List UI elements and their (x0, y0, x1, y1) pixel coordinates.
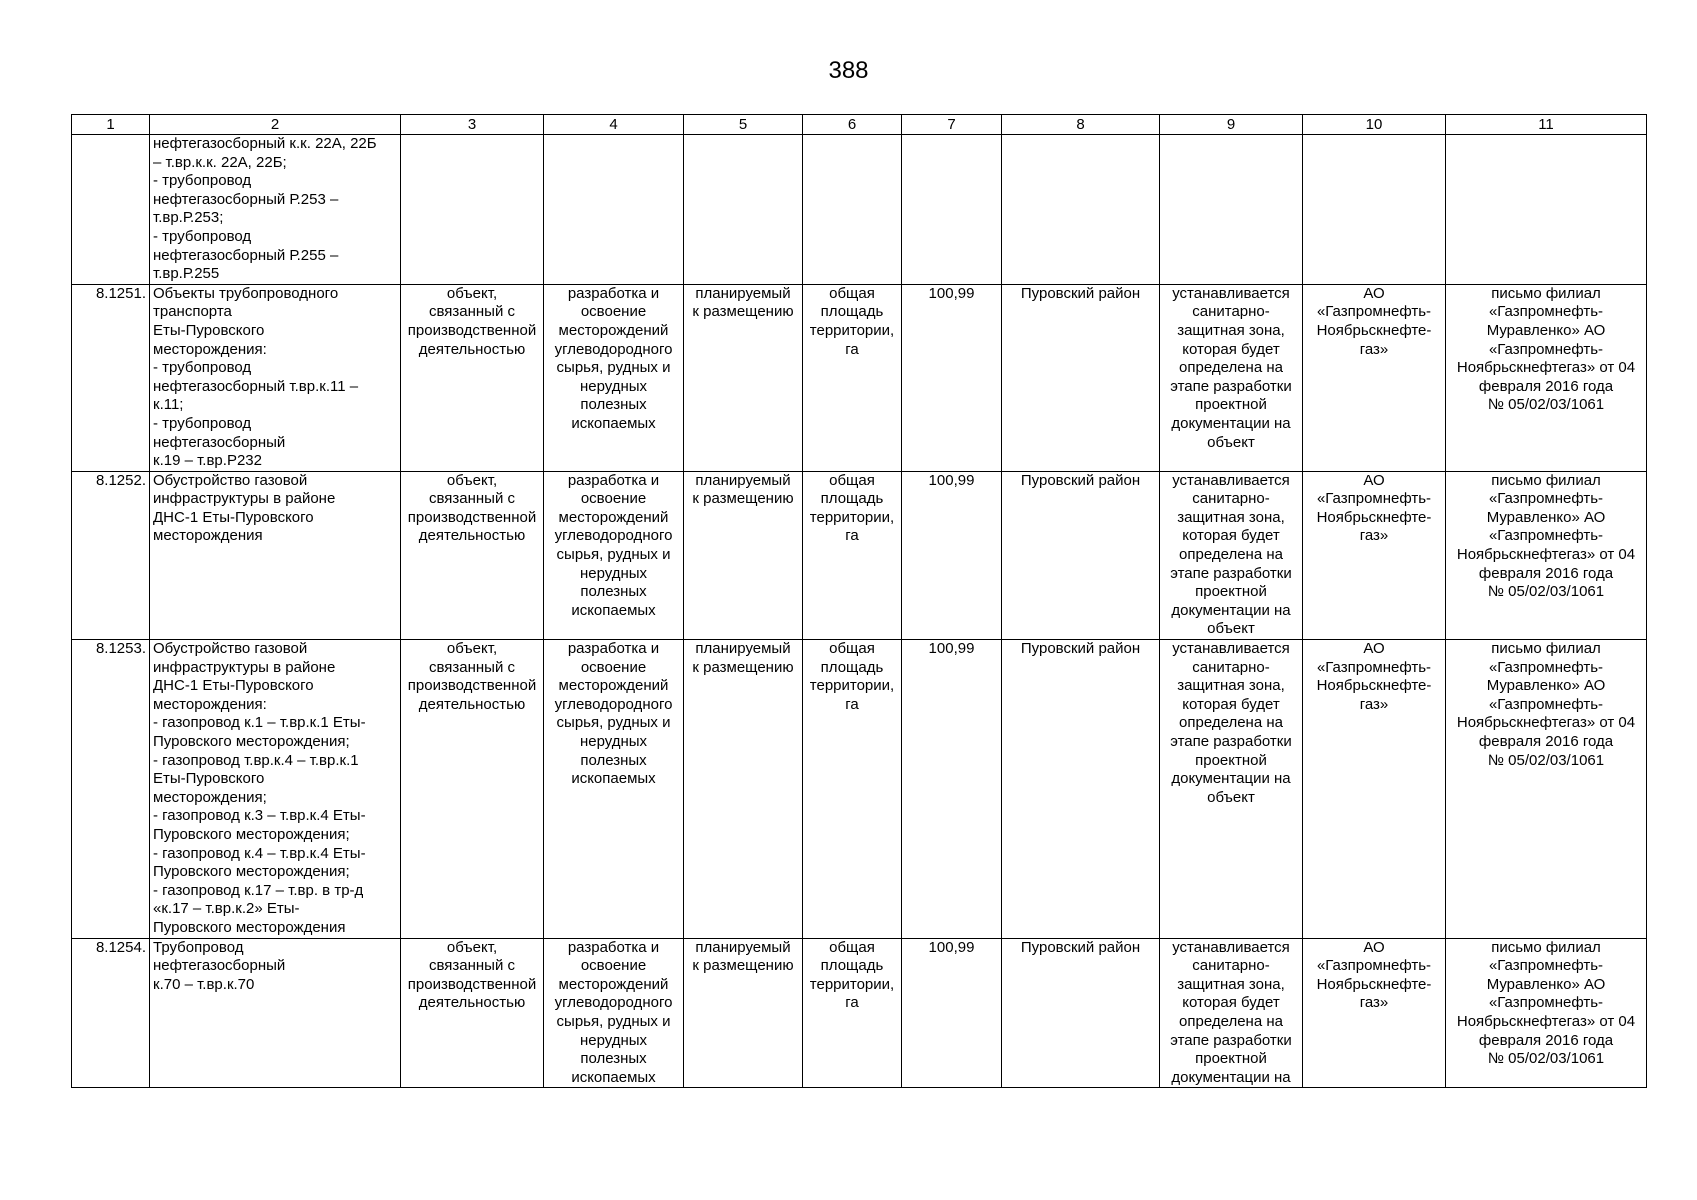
column-header: 2 (150, 115, 401, 135)
cell-basis: письмо филиал «Газпромнефть- Муравленко» АО «Газпромнефть- Ноябрьскнефтегаз» от 04 февраля 2016 года № 05/02/03/1061 (1446, 640, 1647, 939)
table-header (72, 115, 1647, 135)
cell-number: 8.1254. (72, 938, 150, 1088)
cell-object-name: Обустройство газовой инфраструктуры в районе ДНС-1 Еты-Пуровского месторождения: - газопровод к.1 – т.вр.к.1 Еты- Пуровского месторождения; - газопровод т.вр.к.4 – т.вр.к.1 Еты-Пуровского месторождения; - газопровод к.3 – т.вр.к.4 Еты- Пуровского месторождения; - газопровод к.4 – т.вр.к.4 Еты- Пуровского месторождения; - газопровод к.17 – т.вр. в тр-д «к.17 – т.вр.к.2» Еты- Пуровского месторождения (150, 640, 401, 939)
table-row (72, 284, 1647, 471)
column-header: 7 (902, 115, 1002, 135)
cell-zone: устанавливается санитарно- защитная зона, которая будет определена на этапе разработки проектной документации на объект (1160, 640, 1303, 939)
registry-table (71, 114, 1647, 1088)
column-header: 11 (1446, 115, 1647, 135)
cell-status: планируемый к размещению (684, 640, 803, 939)
cell-zone: устанавливается санитарно- защитная зона, которая будет определена на этапе разработки проектной документации на объект (1160, 471, 1303, 639)
cell-characteristic: общая площадь территории, га (803, 471, 902, 639)
cell-basis: письмо филиал «Газпромнефть- Муравленко» АО «Газпромнефть- Ноябрьскнефтегаз» от 04 февраля 2016 года № 05/02/03/1061 (1446, 284, 1647, 471)
cell-characteristic (803, 135, 902, 285)
column-header: 10 (1303, 115, 1446, 135)
cell-purpose: разработка и освоение месторождений углеводородного сырья, рудных и нерудных полезных ископаемых (544, 284, 684, 471)
cell-status: планируемый к размещению (684, 938, 803, 1088)
cell-location: Пуровский район (1002, 640, 1160, 939)
cell-number (72, 135, 150, 285)
cell-basis (1446, 135, 1647, 285)
cell-status (684, 135, 803, 285)
cell-purpose: разработка и освоение месторождений углеводородного сырья, рудных и нерудных полезных ископаемых (544, 938, 684, 1088)
column-header: 9 (1160, 115, 1303, 135)
cell-value (902, 135, 1002, 285)
column-header: 5 (684, 115, 803, 135)
column-header: 1 (72, 115, 150, 135)
cell-zone: устанавливается санитарно- защитная зона, которая будет определена на этапе разработки проектной документации на объект (1160, 284, 1303, 471)
cell-zone (1160, 135, 1303, 285)
cell-zone: устанавливается санитарно- защитная зона, которая будет определена на этапе разработки проектной документации на (1160, 938, 1303, 1088)
cell-object-name: Трубопровод нефтегазосборный к.70 – т.вр.к.70 (150, 938, 401, 1088)
cell-object-name: Обустройство газовой инфраструктуры в районе ДНС-1 Еты-Пуровского месторождения (150, 471, 401, 639)
cell-object-type: объект, связанный с производственной деятельностью (401, 284, 544, 471)
cell-number: 8.1252. (72, 471, 150, 639)
cell-status: планируемый к размещению (684, 284, 803, 471)
cell-organization: АО «Газпромнефть- Ноябрьскнефте- газ» (1303, 640, 1446, 939)
cell-object-type (401, 135, 544, 285)
cell-characteristic: общая площадь территории, га (803, 938, 902, 1088)
cell-basis: письмо филиал «Газпромнефть- Муравленко» АО «Газпромнефть- Ноябрьскнефтегаз» от 04 февраля 2016 года № 05/02/03/1061 (1446, 471, 1647, 639)
cell-organization: АО «Газпромнефть- Ноябрьскнефте- газ» (1303, 938, 1446, 1088)
table-row (72, 938, 1647, 1088)
cell-organization: АО «Газпромнефть- Ноябрьскнефте- газ» (1303, 284, 1446, 471)
cell-location: Пуровский район (1002, 471, 1160, 639)
cell-value: 100,99 (902, 640, 1002, 939)
cell-characteristic: общая площадь территории, га (803, 284, 902, 471)
cell-object-type: объект, связанный с производственной деятельностью (401, 640, 544, 939)
table-row (72, 640, 1647, 939)
header-row (72, 115, 1647, 135)
column-header: 4 (544, 115, 684, 135)
cell-purpose (544, 135, 684, 285)
cell-object-type: объект, связанный с производственной деятельностью (401, 471, 544, 639)
cell-location: Пуровский район (1002, 938, 1160, 1088)
cell-basis: письмо филиал «Газпромнефть- Муравленко» АО «Газпромнефть- Ноябрьскнефтегаз» от 04 февраля 2016 года № 05/02/03/1061 (1446, 938, 1647, 1088)
cell-value: 100,99 (902, 938, 1002, 1088)
cell-number: 8.1251. (72, 284, 150, 471)
cell-object-name: Объекты трубопроводного транспорта Еты-Пуровского месторождения: - трубопровод нефтегазосборный т.вр.к.11 – к.11; - трубопровод нефтегазосборный к.19 – т.вр.Р232 (150, 284, 401, 471)
cell-purpose: разработка и освоение месторождений углеводородного сырья, рудных и нерудных полезных ископаемых (544, 471, 684, 639)
cell-purpose: разработка и освоение месторождений углеводородного сырья, рудных и нерудных полезных ископаемых (544, 640, 684, 939)
cell-status: планируемый к размещению (684, 471, 803, 639)
table-row (72, 471, 1647, 639)
page-number: 388 (828, 57, 869, 84)
column-header: 6 (803, 115, 902, 135)
cell-characteristic: общая площадь территории, га (803, 640, 902, 939)
cell-location: Пуровский район (1002, 284, 1160, 471)
cell-organization (1303, 135, 1446, 285)
cell-number: 8.1253. (72, 640, 150, 939)
cell-object-name: нефтегазосборный к.к. 22А, 22Б – т.вр.к.к. 22А, 22Б; - трубопровод нефтегазосборный Р.253 – т.вр.Р.253; - трубопровод нефтегазосборный Р.255 – т.вр.Р.255 (150, 135, 401, 285)
column-header: 8 (1002, 115, 1160, 135)
cell-value: 100,99 (902, 471, 1002, 639)
cell-location (1002, 135, 1160, 285)
cell-value: 100,99 (902, 284, 1002, 471)
cell-organization: АО «Газпромнефть- Ноябрьскнефте- газ» (1303, 471, 1446, 639)
table-body (72, 135, 1647, 1088)
table-row (72, 135, 1647, 285)
cell-object-type: объект, связанный с производственной деятельностью (401, 938, 544, 1088)
column-header: 3 (401, 115, 544, 135)
